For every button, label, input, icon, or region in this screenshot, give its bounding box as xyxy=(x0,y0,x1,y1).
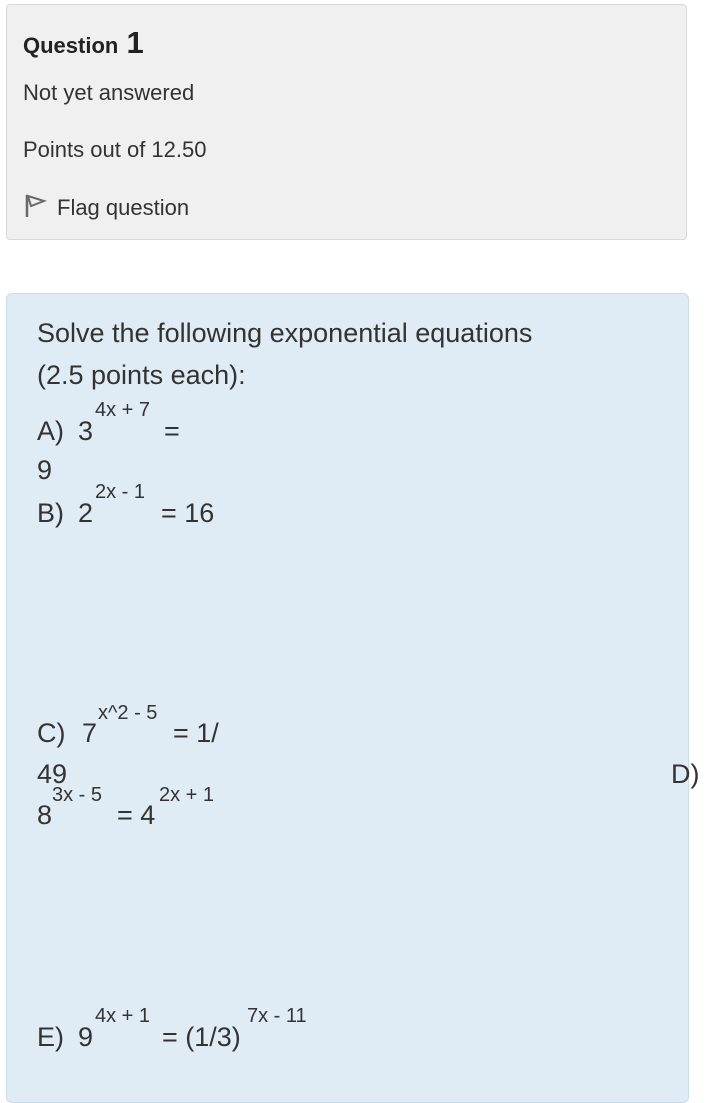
equation-d-label: D) xyxy=(671,759,700,789)
equation-c-exponent: x^2 - 5 xyxy=(98,702,158,724)
question-info-panel xyxy=(6,4,687,240)
question-label: Question xyxy=(23,33,119,58)
equation-c-rhs: = 1/ xyxy=(173,718,219,748)
instruction-line-2: (2.5 points each): xyxy=(37,360,246,390)
equation-d-exponent-2: 2x + 1 xyxy=(159,784,215,806)
question-grade: Points out of 12.50 xyxy=(23,137,207,162)
flag-question-button[interactable] xyxy=(23,193,189,223)
equation-b-rhs: = 16 xyxy=(161,498,215,528)
question-state: Not yet answered xyxy=(23,80,195,105)
flag-question-label: Flag question xyxy=(57,195,190,220)
equation-e-label: E) xyxy=(37,1022,64,1052)
equation-a-base: 3 xyxy=(78,416,94,446)
equation-a-rhs: 9 xyxy=(37,455,53,485)
question-title xyxy=(23,25,144,61)
equation-c-rhs-denominator: 49 xyxy=(37,759,68,789)
equation-c-base: 7 xyxy=(82,718,98,748)
equation-d-exponent: 3x - 5 xyxy=(52,784,103,806)
equation-d-base: 8 xyxy=(37,800,53,830)
equation-c-label: C) xyxy=(37,718,66,748)
equation-b-base: 2 xyxy=(78,498,94,528)
equation-a-exponent: 4x + 7 xyxy=(95,399,151,421)
instruction-line-1: Solve the following exponential equations xyxy=(37,318,533,348)
equation-e-base: 9 xyxy=(78,1022,94,1052)
equation-b-exponent: 2x - 1 xyxy=(95,481,146,503)
equation-d-equals-base: = 4 xyxy=(117,800,156,830)
question-text-panel xyxy=(6,293,700,1103)
equation-e-exponent: 4x + 1 xyxy=(95,1005,151,1027)
equation-b-label: B) xyxy=(37,498,64,528)
flag-icon xyxy=(23,193,57,223)
question-number: 1 xyxy=(126,25,144,60)
equation-a-label: A) xyxy=(37,416,64,446)
equation-e-exponent-2: 7x - 11 xyxy=(247,1005,307,1027)
equation-a-equals: = xyxy=(164,416,180,446)
equation-e-rhs: = (1/3) xyxy=(162,1022,241,1052)
